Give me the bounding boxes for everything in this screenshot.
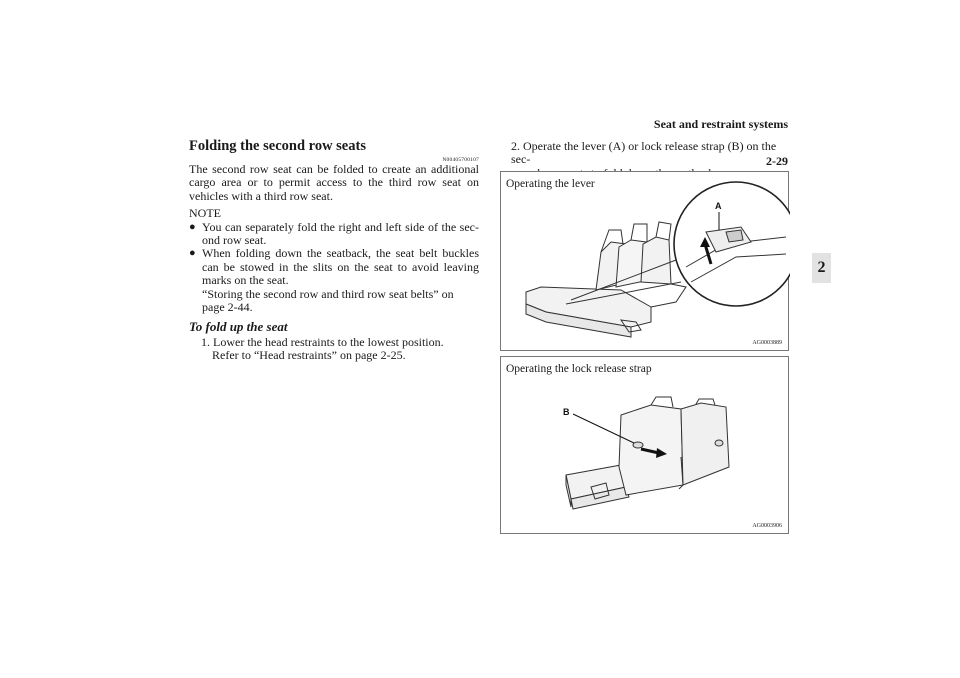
note-text: You can separately fold the right and left side of the sec-ond row seat. [202, 219, 479, 248]
note-item [189, 221, 479, 248]
note-reference: “Storing the second row and third row seat belts” on page 2-44. [202, 286, 454, 315]
section-heading: Folding the second row seats [189, 138, 366, 154]
step-1: 1. Lower the head restraints to the lowest position. [201, 334, 444, 349]
figure-caption: Operating the lock release strap [506, 363, 652, 375]
callout-label-b: B [563, 407, 570, 417]
note-label: NOTE [189, 206, 221, 221]
left-column [189, 140, 479, 363]
note-item [189, 247, 479, 287]
chapter-tab: 2 [812, 253, 831, 283]
step-2-line-1: 2. Operate the lever (A) or lock release strap (B) on the sec- [511, 139, 777, 167]
figure-operating-lever [500, 171, 789, 351]
bullet-icon: ● [189, 220, 196, 233]
seat-strap-illustration [501, 357, 790, 535]
section-header: Seat and restraint systems [653, 117, 788, 131]
step-1-reference: Refer to “Head restraints” on page 2-25. [212, 348, 406, 363]
folded-seat-lever-illustration [501, 172, 790, 352]
note-text: When folding down the seatback, the seat belt buckles can be stowed in the slits on the seat to avoid leaving marks on the seat. [202, 246, 479, 288]
page-number: 2-29 [766, 154, 788, 168]
heading-row [189, 138, 479, 163]
figure-lock-release-strap [500, 356, 789, 534]
figure-caption: Operating the lever [506, 178, 595, 190]
sub-heading: To fold up the seat [189, 319, 288, 335]
figure-code: AG0003889 [752, 340, 782, 346]
figure-code: AG0003906 [752, 523, 782, 529]
document-code: N00405700107 [442, 157, 479, 163]
callout-label-a: A [715, 201, 722, 211]
bullet-icon: ● [189, 247, 196, 260]
intro-paragraph: The second row seat can be folded to create an additional cargo area or to permit access to the third row seat on vehicles with a third row seat. [189, 162, 479, 203]
